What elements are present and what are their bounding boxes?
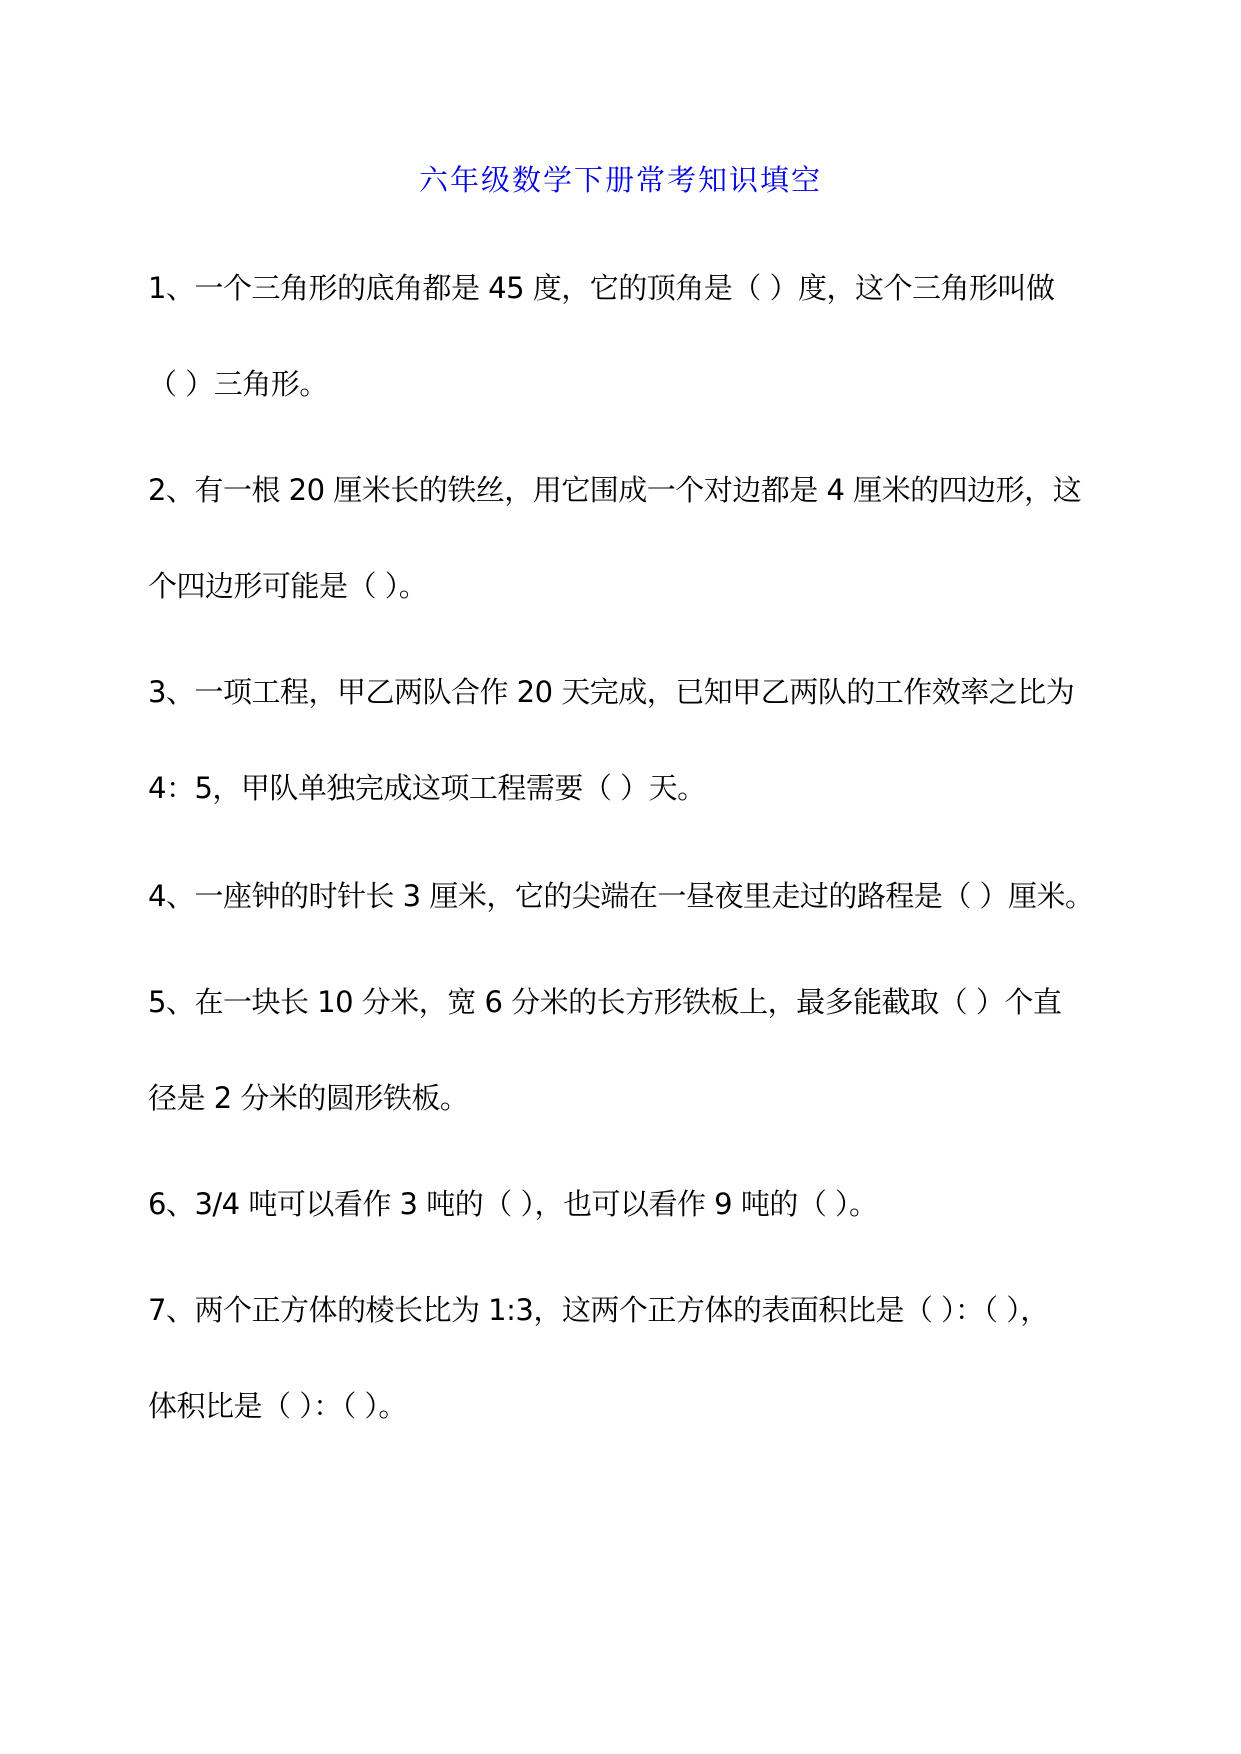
- question-5-line-2: 径是 2 分米的圆形铁板。: [148, 1081, 469, 1115]
- question-2-line-2: 个四边形可能是（ ）。: [148, 569, 428, 603]
- question-4-line-1: 4、一座钟的时针长 3 厘米，它的尖端在一昼夜里走过的路程是（ ）厘米。: [148, 879, 1094, 913]
- question-6-line-1: 6、3/4 吨可以看作 3 吨的（ ），也可以看作 9 吨的（ ）。: [148, 1187, 878, 1221]
- question-3-line-2: 4：5，甲队单独完成这项工程需要（ ）天。: [148, 771, 706, 805]
- question-1-line-2: （ ）三角形。: [148, 367, 328, 401]
- question-5-line-1: 5、在一块长 10 分米，宽 6 分米的长方形铁板上，最多能截取（ ）个直: [148, 985, 1062, 1019]
- question-7-line-2: 体积比是（ ）：（ ）。: [148, 1389, 407, 1423]
- question-2-line-1: 2、有一根 20 厘米长的铁丝，用它围成一个对边都是 4 厘米的四边形，这: [148, 473, 1082, 507]
- question-1-line-1: 1、一个三角形的底角都是 45 度，它的顶角是（ ）度，这个三角形叫做: [148, 271, 1055, 305]
- question-7-line-1: 7、两个正方体的棱长比为 1:3，这两个正方体的表面积比是（ ）：（ ），: [148, 1293, 1049, 1327]
- question-3-line-1: 3、一项工程，甲乙两队合作 20 天完成，已知甲乙两队的工作效率之比为: [148, 675, 1075, 709]
- page-title: 六年级数学下册常考知识填空: [418, 163, 822, 197]
